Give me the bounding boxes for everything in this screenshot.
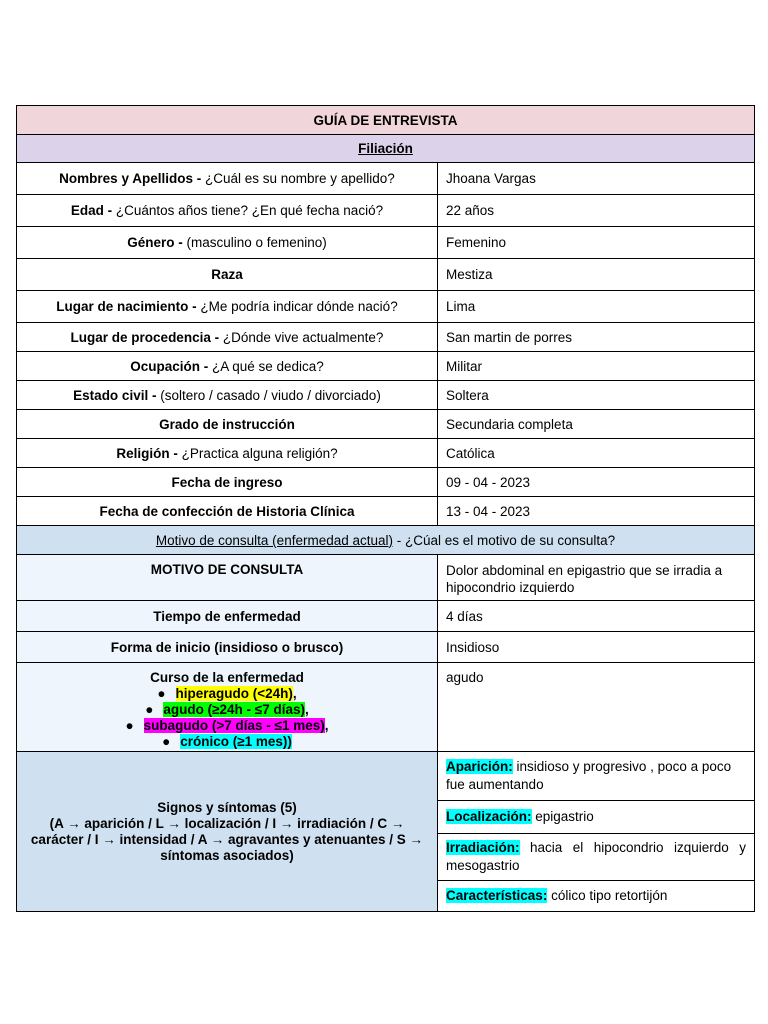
table-row	[17, 227, 755, 259]
forma-value: Insidioso	[438, 632, 755, 663]
row-value: 09 - 04 - 2023	[438, 468, 755, 497]
row-value: Lima	[438, 291, 755, 323]
row-value: Femenino	[438, 227, 755, 259]
table-row	[17, 195, 755, 227]
row-label: Ocupación -	[130, 358, 209, 374]
signos-item-value: epigastrio	[531, 809, 594, 824]
motivo-value: Dolor abdominal en epigastrio que se irradia a hipocondrio izquierdo	[438, 555, 755, 601]
motivo-header-question: ¿Cúal es el motivo de su consulta?	[405, 532, 616, 548]
row-label: Religión -	[116, 445, 178, 461]
row-label: Nombres y Apellidos -	[59, 171, 202, 186]
forma-label: Forma de inicio (insidioso o brusco)	[17, 632, 438, 663]
filiacion-header: Filiación	[358, 141, 413, 156]
signos-item-key: Localización:	[446, 809, 532, 824]
title-row	[17, 106, 755, 135]
row-label: Edad -	[70, 203, 113, 218]
row-question: (soltero / casado / viudo / divorciado)	[156, 387, 381, 403]
row-label: Lugar de nacimiento -	[56, 299, 197, 314]
bullet-icon: ●	[162, 734, 171, 749]
row-question: ¿Cuántos años tiene? ¿En qué fecha nació?	[112, 203, 384, 218]
row-value: Jhoana Vargas	[438, 163, 755, 195]
motivo-header-row	[17, 526, 755, 555]
row-value: 13 - 04 - 2023	[438, 497, 755, 526]
row-label: Estado civil -	[73, 387, 157, 403]
tiempo-row	[17, 601, 755, 632]
row-label: Lugar de procedencia -	[70, 329, 220, 345]
tiempo-label: Tiempo de enfermedad	[17, 601, 438, 632]
row-question: ¿A qué se dedica?	[208, 358, 324, 374]
curso-option: ● agudo (≥24h - ≤7 días),	[145, 702, 309, 717]
row-value: Soltera	[438, 381, 755, 410]
table-row	[17, 323, 755, 352]
row-label: Grado de instrucción	[159, 416, 295, 432]
filiacion-header-row	[17, 135, 755, 163]
curso-option	[25, 734, 429, 750]
table-row	[17, 259, 755, 291]
signos-item-value: insidioso y progresivo , poco a poco fue aumentando	[446, 759, 732, 792]
row-value: 22 años	[438, 195, 755, 227]
bullet-icon: ●	[145, 702, 154, 717]
signos-item-key: Irradiación:	[446, 840, 520, 855]
row-value: San martin de porres	[438, 323, 755, 352]
curso-value: agudo	[438, 663, 755, 752]
row-label: Fecha de ingreso	[171, 474, 283, 490]
table-row	[17, 352, 755, 381]
row-question: ¿Me podría indicar dónde nació?	[196, 299, 398, 314]
curso-option-text: crónico (≥1 mes))	[180, 734, 292, 749]
row-label: Fecha de confección de Historia Clínica	[99, 503, 355, 519]
interview-guide-table	[16, 105, 755, 912]
table-row	[17, 439, 755, 468]
curso-options-list	[25, 686, 429, 750]
curso-row	[17, 663, 755, 752]
table-row	[17, 291, 755, 323]
curso-label: Curso de la enfermedad	[150, 670, 304, 685]
motivo-label: MOTIVO DE CONSULTA	[17, 555, 438, 601]
table-row	[17, 410, 755, 439]
tiempo-value: 4 días	[438, 601, 755, 632]
table-row	[17, 381, 755, 410]
row-value: Secundaria completa	[438, 410, 755, 439]
curso-option-text: agudo (≥24h - ≤7 días)	[163, 702, 305, 717]
table-row	[17, 497, 755, 526]
curso-option-text: subagudo (>7 días - ≤1 mes)	[143, 718, 325, 733]
row-question: ¿Dónde vive actualmente?	[219, 329, 384, 345]
motivo-header-separator: -	[393, 532, 406, 548]
row-label: Raza	[211, 267, 243, 282]
signos-row	[17, 752, 755, 801]
row-value: Militar	[438, 352, 755, 381]
row-label: Género -	[127, 235, 183, 250]
table-row	[17, 163, 755, 195]
signos-item-value: hacia el hipocondrio izquierdo y mesogastrio	[446, 840, 747, 873]
bullet-icon: ●	[157, 686, 166, 701]
row-question: (masculino o femenino)	[182, 235, 327, 250]
curso-option-text: hiperagudo (<24h)	[175, 686, 293, 701]
signos-item-value: cólico tipo retortijón	[547, 888, 668, 903]
row-question: ¿Practica alguna religión?	[177, 445, 338, 461]
table-title: GUÍA DE ENTREVISTA	[17, 106, 755, 135]
signos-legend: (A → aparición / L → localización / I → irradiación / C → carácter / I → intensidad / A → agravantes y atenuantes / S → síntomas asociados)	[30, 815, 424, 863]
signos-item-key: Características:	[446, 888, 548, 903]
curso-option: ● hiperagudo (<24h),	[157, 686, 297, 701]
signos-item-key: Aparición:	[446, 759, 513, 774]
motivo-row	[17, 555, 755, 601]
forma-row	[17, 632, 755, 663]
row-value: Mestiza	[438, 259, 755, 291]
table-row	[17, 468, 755, 497]
bullet-icon: ●	[125, 718, 134, 733]
row-value: Católica	[438, 439, 755, 468]
row-question: ¿Cuál es su nombre y apellido?	[201, 171, 395, 186]
signos-label: Signos y síntomas (5)	[157, 799, 297, 815]
curso-option: ● subagudo (>7 días - ≤1 mes),	[125, 718, 329, 733]
motivo-header-label: Motivo de consulta (enfermedad actual)	[155, 532, 394, 548]
